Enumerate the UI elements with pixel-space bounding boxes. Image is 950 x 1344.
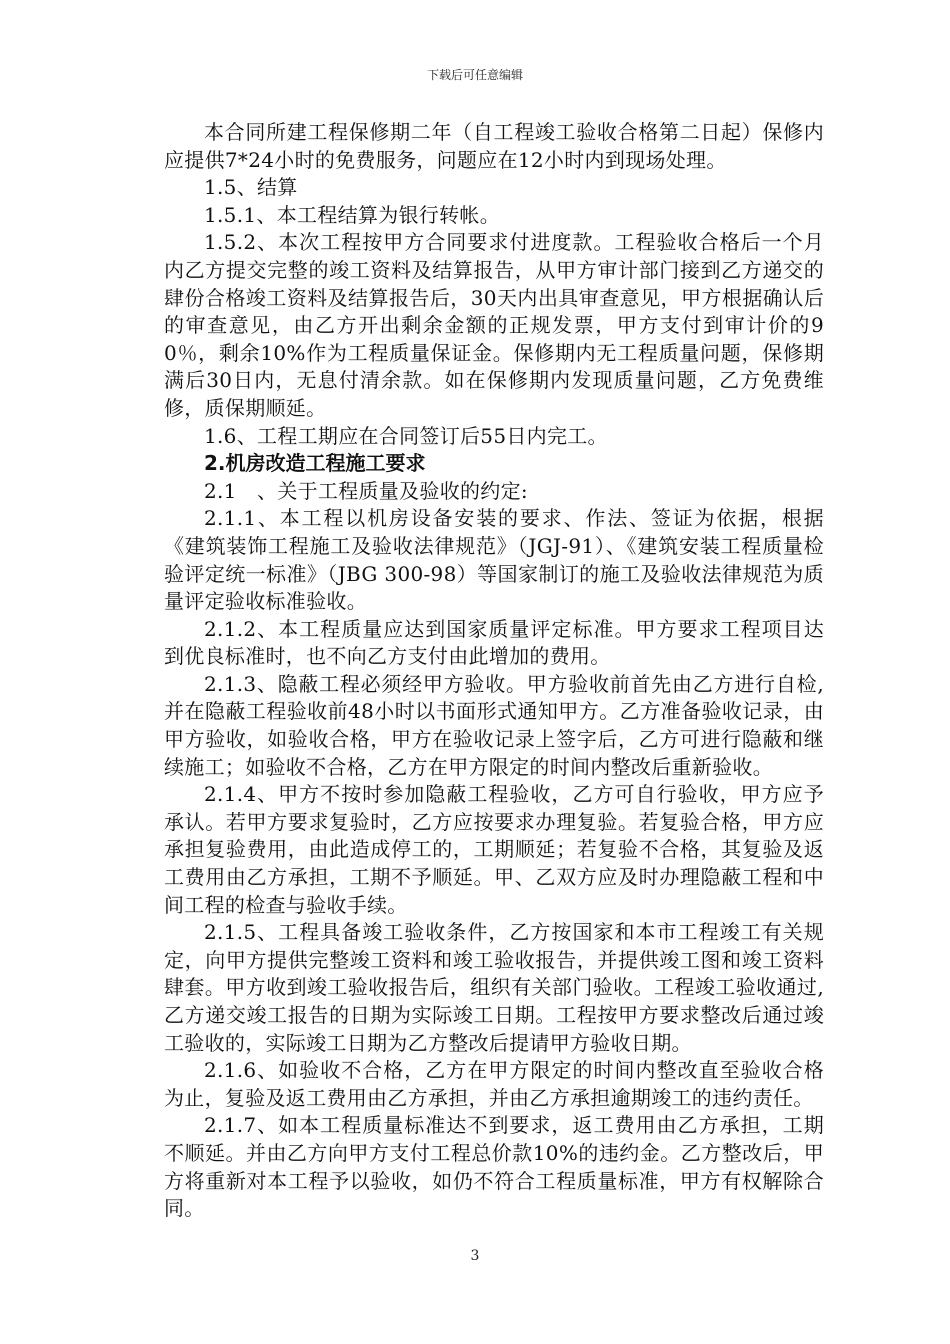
paragraph-2-1-6: 2.1.6、如验收不合格，乙方在甲方限定的时间内整改直至验收合格为止，复验及返工费用由乙方承担，并由乙方承担逾期竣工的违约责任。 [164, 1058, 824, 1110]
page-header: 下载后可任意编辑 [426, 68, 523, 82]
paragraph-2-1-2: 2.1.2、本工程质量应达到国家质量评定标准。甲方要求工程项目达到优良标准时，也不向乙方支付由此增加的费用。 [164, 616, 824, 669]
paragraph-warranty: 本合同所建工程保修期二年（自工程竣工验收合格第二日起）保修内应提供7*24小时的免费服务，问题应在12小时内到现场处理。 [164, 120, 824, 172]
document-body [164, 119, 824, 1223]
paragraph-2-1-3: 2.1.3、隐蔽工程必须经甲方验收。甲方验收前首先由乙方进行自检,并在隐蔽工程验收前48小时以书面形式通知甲方。乙方准备验收记录，由甲方验收，如验收合格，甲方在验收记录上签字后，乙方可进行隐蔽和继续施工；如验收不合格，乙方在甲方限定的时间内整改后重新验收。 [164, 671, 824, 779]
page-number: 3 [470, 1248, 480, 1264]
section-heading-2: 2.机房改造工程施工要求 [204, 451, 426, 476]
paragraph-2-1-1: 2.1.1、本工程以机房设备安装的要求、作法、签证为依据，根据《建筑装饰工程施工及验收法律规范》（JGJ-91）、《建筑安装工程质量检验评定统一标准》（JBG 300-98）等国家制订的施工及验收法律规范为质量评定验收标准验收。 [164, 506, 824, 614]
paragraph-1-5-1: 1.5.1、本工程结算为银行转帐。 [204, 202, 500, 227]
paragraph-2-1-4: 2.1.4、甲方不按时参加隐蔽工程验收，乙方可自行验收，甲方应予承认。若甲方要求复验时，乙方应按要求办理复验。若复验合格，甲方应承担复验费用，由此造成停工的，工期顺延；若复验不合格，其复验及返工费用由乙方承担，工期不予顺延。甲、乙双方应及时办理隐蔽工程和中间工程的检查与验收手续。 [164, 782, 824, 917]
paragraph-1-5-2: 1.5.2、本次工程按甲方合同要求付进度款。工程验收合格后一个月内乙方提交完整的竣工资料及结算报告，从甲方审计部门接到乙方递交的肆份合格竣工资料及结算报告后，30天内出具审查意见，甲方根据确认后的审查意见，由乙方开出剩余金额的正规发票，甲方支付到审计价的90％，剩余10%作为工程质量保证金。保修期内无工程质量问题，保修期满后30日内，无息付清余款。如在保修期内发现质量问题，乙方免费维修，质保期顺延。 [164, 230, 824, 420]
paragraph-2-1-5: 2.1.5、工程具备竣工验收条件，乙方按国家和本市工程竣工有关规定，向甲方提供完整竣工资料和竣工验收报告，并提供竣工图和竣工资料肆套。甲方收到竣工验收报告后，组织有关部门验收。工程竣工验收通过,乙方递交竣工报告的日期为实际竣工日期。工程按甲方要求整改后通过竣工验收的，实际竣工日期为乙方整改后提请甲方验收日期。 [164, 920, 824, 1055]
paragraph-2-1: 2.1 、关于工程质量及验收的约定: [204, 478, 528, 503]
section-settlement: 1.5、结算 [204, 175, 298, 200]
paragraph-1-6: 1.6、工程工期应在合同签订后55日内完工。 [204, 423, 608, 448]
paragraph-2-1-7: 2.1.7、如本工程质量标准达不到要求，返工费用由乙方承担，工期不顺延。并由乙方向甲方支付工程总价款10%的违约金。乙方整改后，甲方将重新对本工程予以验收，如仍不符合工程质量标准，甲方有权解除合同。 [164, 1113, 824, 1221]
